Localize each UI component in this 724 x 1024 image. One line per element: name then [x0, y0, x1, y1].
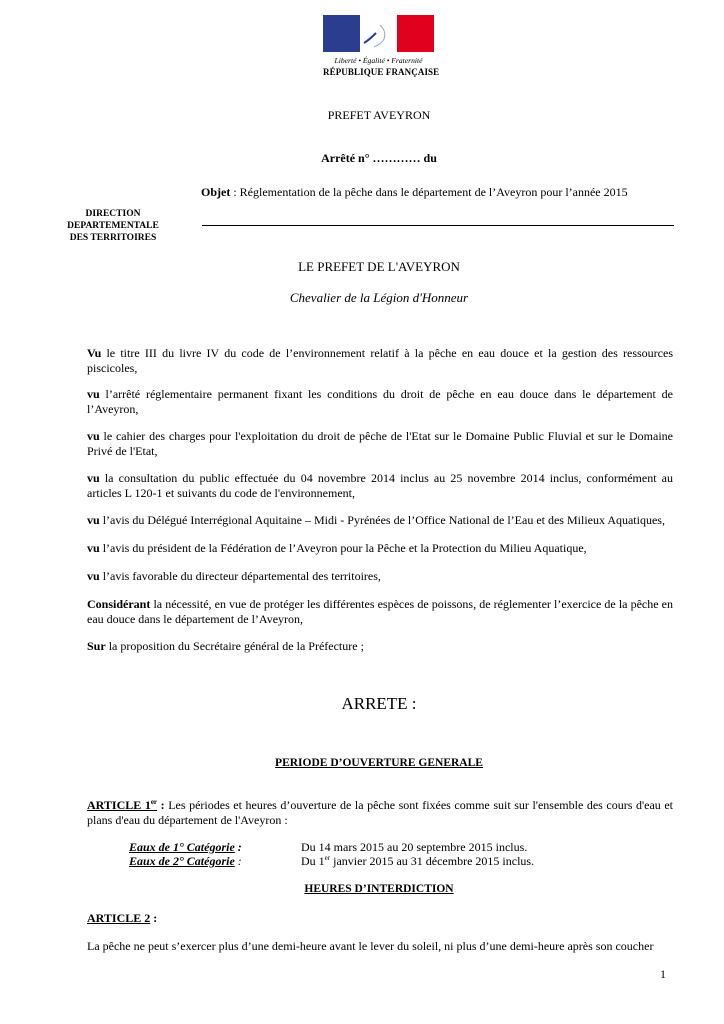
visa-text: l’arrêté réglementaire permanent fixant les conditions du droit de pêche en eau douce dans le département de l’Aveyron,: [87, 387, 673, 416]
considerant-paragraph: [87, 597, 673, 627]
direction-line: DIRECTION: [85, 209, 141, 219]
category-2-suffix: :: [234, 854, 242, 868]
visa-paragraph: [87, 387, 673, 417]
article-2-text: La pêche ne peut s’exercer plus d’une demi-heure avant le lever du soleil, ni plus d’une demi-heure après son coucher: [87, 939, 654, 953]
prefet-title: LE PREFET DE L'AVEYRON: [298, 259, 460, 274]
proposition-text: la proposition du Secrétaire général de la Préfecture ;: [105, 639, 364, 653]
proposition-lead: Sur: [87, 639, 106, 653]
objet-line: [201, 185, 628, 200]
visa-lead: vu: [87, 541, 100, 555]
direction-line: DEPARTEMENTALE: [67, 221, 159, 231]
visa-text: la consultation du public effectuée du 04 novembre 2014 inclus au 25 novembre 2014 inclus, conformément au articles L 120-1 et suivants du code de l'environnement,: [87, 471, 673, 500]
proposition-paragraph: [87, 639, 673, 654]
direction-block: [54, 208, 172, 244]
flag-blue-band: [323, 15, 360, 52]
tricolor-flag: [323, 15, 434, 52]
visa-lead: vu: [87, 387, 100, 401]
chevalier-subtitle: Chevalier de la Légion d'Honneur: [289, 290, 469, 305]
category-2-period-post: janvier 2015 au 31 décembre 2015 inclus.: [330, 854, 535, 868]
article-2-colon: :: [150, 911, 158, 925]
article-2-label: ARTICLE 2: [87, 911, 151, 925]
visa-paragraph: [87, 471, 673, 501]
category-2-period-pre: Du 1: [301, 854, 325, 868]
arrete-number: Arrêté n° ………… du: [321, 151, 437, 165]
section-heading-interdiction: HEURES D’INTERDICTION: [304, 883, 454, 895]
logo-republic: RÉPUBLIQUE FRANÇAISE: [323, 67, 440, 77]
visa-lead: vu: [87, 513, 100, 527]
objet-text: : Réglementation de la pêche dans le département de l’Aveyron pour l’année 2015: [230, 185, 628, 199]
arrete-heading: ARRETE :: [341, 694, 417, 713]
visa-lead: Vu: [87, 346, 102, 360]
flag-white-band: [360, 15, 397, 52]
visa-paragraph: [87, 346, 673, 376]
category-2-period-sup: er: [324, 854, 331, 862]
marianne-logo: [323, 15, 440, 77]
header-divider: [202, 225, 674, 226]
prefet-header: PREFET AVEYRON: [327, 108, 431, 122]
category-1-period-text: Du 14 mars 2015 au 20 septembre 2015 inclus.: [301, 840, 528, 854]
visa-text: le cahier des charges pour l'exploitation du droit de pêche de l'Etat sur le Domaine Public Fluvial et sur le Domaine Privé de l'Etat,: [87, 429, 673, 458]
category-1-label: [129, 840, 242, 855]
visa-text: l’avis favorable du directeur départemental des territoires,: [99, 569, 381, 583]
article-1-label-text: ARTICLE 1: [87, 798, 151, 812]
category-1-period: [301, 840, 527, 855]
considerant-text: la nécessité, en vue de protéger les différentes espèces de poissons, de réglementer l’exercice de la pêche en eau douce dans le département de l’Aveyron,: [87, 597, 673, 626]
visa-paragraph: [87, 569, 673, 584]
category-2-label-text: Eaux de 2° Catégorie: [129, 854, 235, 868]
considerant-lead: Considérant: [87, 597, 151, 611]
category-2-period: [301, 854, 534, 869]
flag-red-band: [397, 15, 434, 52]
visa-text: le titre III du livre IV du code de l’environnement relatif à la pêche en eau douce et la gestion des ressources piscicoles,: [87, 346, 673, 375]
marianne-profile-icon: [360, 15, 397, 52]
category-1-label-text: Eaux de 1° Catégorie: [129, 840, 235, 854]
direction-line: DES TERRITOIRES: [69, 233, 157, 243]
visa-lead: vu: [87, 471, 100, 485]
article-1-label: [87, 798, 157, 812]
visa-text: l’avis du Délégué Interrégional Aquitaine – Midi - Pyrénées de l’Office National de l’Eau et des Milieux Aquatiques,: [99, 513, 665, 527]
visa-paragraph: [87, 541, 673, 556]
article-1-sup: er: [150, 798, 158, 806]
visa-text: l’avis du président de la Fédération de l’Aveyron pour la Pêche et la Protection du Milieu Aquatique,: [99, 541, 587, 555]
article-1: [87, 798, 673, 828]
visa-lead: vu: [87, 429, 100, 443]
article-1-colon: :: [157, 798, 165, 812]
article-2-heading: [87, 911, 673, 926]
article-1-text: Les périodes et heures d’ouverture de la pêche sont fixées comme suit sur l'ensemble des cours d'eau et plans d'eau du département de l'Aveyron :: [87, 798, 674, 827]
visa-paragraph: [87, 513, 673, 528]
category-1-suffix: :: [234, 840, 242, 854]
logo-motto: Liberté • Égalité • Fraternité: [334, 56, 423, 65]
visa-paragraph: [87, 429, 673, 459]
objet-label: Objet: [201, 185, 231, 199]
page-number: 1: [660, 967, 666, 981]
visa-lead: vu: [87, 569, 100, 583]
section-heading-ouverture: PERIODE D’OUVERTURE GENERALE: [275, 757, 483, 769]
category-2-label: [129, 854, 242, 869]
